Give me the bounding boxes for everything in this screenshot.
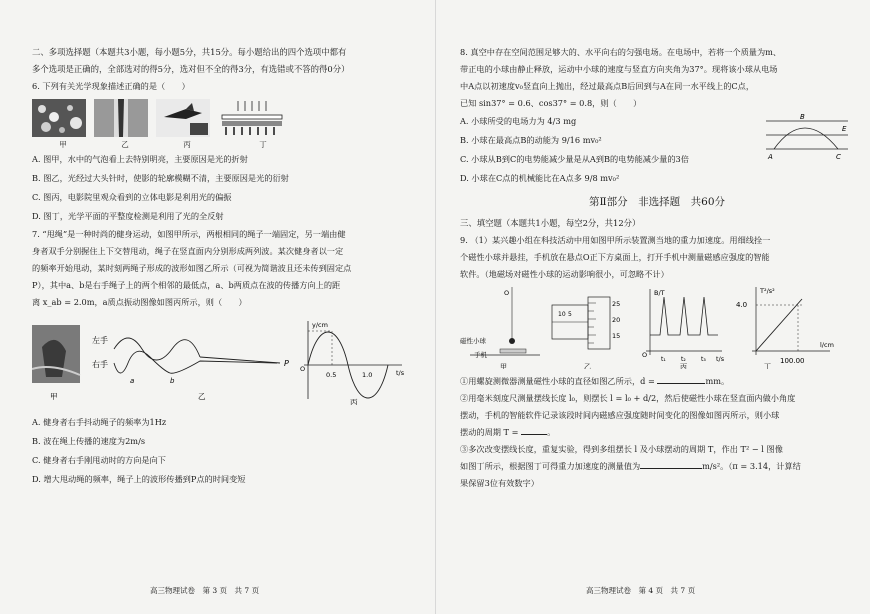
q9-phone: [500, 349, 526, 353]
section2-heading-cont: 多个选项是正确的，全部选对的得5分，选对但不全的得3分，有选错或不答的得0分）: [32, 64, 350, 74]
q7-option-b: B. 波在绳上传播的速度为2m/s: [32, 436, 146, 446]
q8-label-c: C: [836, 153, 841, 161]
q9-caption-jia: 甲: [500, 363, 507, 369]
q7-label-a: a: [130, 377, 135, 385]
q9-label-phone: 手机: [474, 351, 487, 359]
q9-magnetic-ball: [509, 338, 515, 344]
q9-label-o2: O: [642, 351, 648, 359]
q9-scale-10: 10: [558, 311, 566, 318]
q9-step-3b: 如图丁所示，根据图丁可得重力加速度的测量值为 m/s²。（π = 3.14，计算结: [460, 461, 801, 471]
q9-step-1: ①用螺旋测微器测量磁性小球的直径如图乙所示，d = mm。: [460, 376, 730, 386]
q8-line-2: 带正电的小球由静止释放，运动中小球的速度与竖直方向夹角为37°。现将该小球从电场: [460, 64, 778, 74]
q8-label-a: A: [768, 153, 773, 161]
q8-label-b: B: [800, 113, 805, 121]
q8-option-b: B. 小球在最高点B的动能为 9/16 mv₀²: [460, 135, 602, 145]
q6-option-b: B. 图乙，光经过大头针时，使影的轮廓模糊不清，主要原因是光的衍射: [32, 173, 289, 183]
caption-yi: 乙: [121, 140, 129, 149]
q7-origin: O: [300, 365, 306, 373]
q9-step-2a: ②用毫米刻度尺测量摆线长度 l₀，则摆长 l = l₀ + d/2，然后使磁性小球在竖直面内做小角度: [460, 393, 796, 403]
q7-option-d: D. 增大甩动绳的频率，绳子上的波形传播到P点的时间变短: [32, 474, 246, 484]
q6-stem: 6. 下列有关光学现象描述正确的是（ ）: [32, 81, 190, 91]
section2-heading: 二、多项选择题（本题共3小题，每小题5分，共15分。每小题给出的四个选项中都有: [32, 47, 347, 57]
q9-label-o: O: [504, 289, 510, 297]
q8-body: [460, 95, 854, 188]
q9-line-3: 软件。（地磁场对磁性小球的运动影响很小，可忽略不计）: [460, 269, 669, 279]
q6-captions: [32, 139, 421, 150]
q6-option-c: C. 图丙，电影院里观众看到的立体电影是利用光的偏振: [32, 192, 232, 202]
q9-label-ts: t/s: [716, 355, 725, 363]
q7-line-3: 的频率开始甩动，某时刻两绳子形成的波形如图乙所示（可视为简谐波且还未传到固定点: [32, 263, 352, 273]
caption-ding: 丁: [259, 140, 267, 149]
q6-figure-pin-shadow: [94, 99, 148, 137]
q9-label-100: 100.00: [780, 357, 805, 365]
q9-caption-ding: 丁: [764, 363, 771, 369]
q8-field-figure: [762, 111, 852, 163]
q9-step-2b: 摆动，手机的智能软件记录该段时间内磁感应强度随时间变化的图像如图丙所示，则小球: [460, 410, 780, 420]
q9-scale-20: 20: [612, 316, 621, 324]
q9-label-bt: B/T: [654, 289, 665, 297]
q7-xlabel: t/s: [396, 369, 405, 377]
q8-line-4: 已知 sin37° = 0.6、cos37° = 0.8，则（ ）: [460, 98, 642, 108]
q7-label-p: P: [284, 359, 289, 368]
q8-line-1: 8. 真空中存在空间范围足够大的、水平向右的匀强电场。在电场中，若将一个质量为m、: [460, 47, 782, 57]
q7-option-c: C. 健身者右手刚甩动时的方向是向下: [32, 455, 166, 465]
q6-figure-flatness-test: [218, 99, 284, 137]
right-footer: 高三物理试卷 第 4 页 共 7 页: [586, 586, 696, 595]
answer-blank-d[interactable]: [657, 383, 705, 384]
q7-caption-jia: 甲: [50, 392, 58, 401]
q9-label-t3: t₃: [701, 356, 706, 363]
answer-blank-t[interactable]: [521, 434, 547, 435]
q9-label-lcm: l/cm: [820, 341, 834, 349]
answer-blank-g[interactable]: [640, 468, 702, 469]
q9-step-3a: ③多次改变摆线长度，重复实验，得到多组摆长 l 及小球摆动的周期 T，作出 T² − l 图像: [460, 444, 783, 454]
q8-line-3: 中A点以初速度v₀竖直向上抛出，经过最高点B后回到与A在同一水平线上的C点，: [460, 81, 755, 91]
q9-label-t1: t₁: [661, 356, 666, 363]
q9-step-3c: 果保留3位有效数字）: [460, 478, 539, 488]
q9-caption-bing: 丙: [680, 363, 687, 369]
q7-line-4: P），其中a、b是右手绳子上的两个相邻的最低点，a、b两质点在波的传播方向上的距: [32, 280, 341, 290]
q6-option-d: D. 图丁，光学平面的平整度检测是利用了光的全反射: [32, 211, 224, 221]
q9-line-1: 9. （1）某兴趣小组在科技活动中用如图甲所示装置测当地的重力加速度。用细线拴一: [460, 235, 771, 245]
q9-label-40: 4.0: [736, 301, 748, 309]
q8-option-a: A. 小球所受的电场力为 4/3 mg: [460, 116, 577, 126]
q6-figures: [32, 99, 421, 137]
q8-option-d: D. 小球在C点的机械能比在A点多 9/8 mv₀²: [460, 173, 620, 183]
q8-label-e: E: [842, 125, 847, 133]
q6-figure-bubbles: [32, 99, 86, 137]
q7-tick-10: 1.0: [362, 371, 373, 379]
q7-label-b: b: [170, 377, 175, 385]
q6-option-a: A. 图甲，水中的气泡看上去特别明亮，主要原因是光的折射: [32, 154, 248, 164]
q9-label-t2s2: T²/s²: [760, 287, 775, 295]
left-footer: 高三物理试卷 第 3 页 共 7 页: [150, 586, 260, 595]
caption-bing: 丙: [183, 140, 191, 149]
q9-caption-yi: 乙: [584, 363, 591, 369]
q7-label-right-hand: 右手: [92, 360, 108, 369]
q7-caption-yi: 乙: [198, 392, 206, 401]
q6-figure-3d-movie: [156, 99, 210, 137]
caption-jia: 甲: [59, 140, 67, 149]
q7-label-left-hand: 左手: [92, 336, 108, 345]
q9-figures: [460, 285, 855, 369]
part2-title: 第Ⅱ部分 非选择题 共60分: [589, 196, 725, 208]
q9-label-t2: t₂: [681, 356, 686, 363]
q7-figures: [32, 317, 412, 405]
q9-label-ball: 磁性小球: [460, 337, 486, 345]
q7-tick-05: 0.5: [326, 371, 337, 379]
q9-scale-5: 5: [568, 311, 572, 318]
q9-scale-15: 15: [612, 332, 621, 340]
q7-ylabel: y/cm: [312, 321, 328, 329]
q7-caption-bing: 丙: [350, 398, 358, 405]
right-page: [435, 0, 870, 614]
q8-option-c: C. 小球从B到C的电势能减少量是从A到B的电势能减少量的3倍: [460, 154, 689, 164]
q7-line-2: 身者双手分别握住上下交替甩动，绳子在竖直面内分别形成两列波。某次健身者以一定: [32, 246, 344, 256]
q9-step-2c: 摆动的周期 T = 。: [460, 427, 556, 437]
section3-heading: 三、填空题（本题共1小题，每空2分，共12分）: [460, 218, 641, 228]
q7-line-1: 7. “甩绳”是一种时尚的健身运动，如图甲所示，两根相同的绳子一端固定，另一端由健: [32, 229, 346, 239]
q9-line-2: 个磁性小球并悬挂，手机放在悬点O正下方桌面上，打开手机中测量磁感应强度的智能: [460, 252, 770, 262]
q7-option-a: A. 健身者右手抖动绳子的频率为1Hz: [32, 417, 167, 427]
q9-scale-25: 25: [612, 300, 621, 308]
q7-line-5: 离 x_ab = 2.0m，a质点振动图像如图丙所示，则（ ）: [32, 297, 247, 307]
